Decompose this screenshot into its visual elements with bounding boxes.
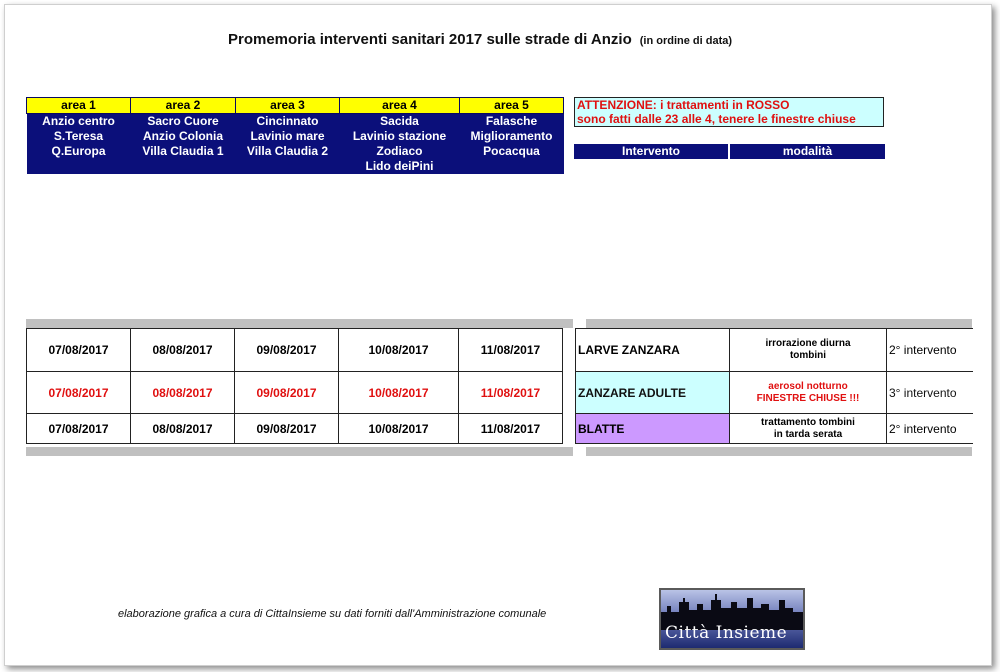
date-cell: 07/08/2017: [27, 372, 131, 414]
area-cell: Anzio centro: [27, 114, 131, 130]
title-text: Promemoria interventi sanitari 2017 sulle strade di Anzio: [228, 31, 632, 48]
schedule-table: [26, 328, 973, 444]
credit-text: elaborazione grafica a cura di CittaInsieme su dati forniti dall'Amministrazione comunale: [118, 608, 547, 620]
treatment-mode: [730, 414, 887, 444]
area-cell: Villa Claudia 2: [236, 144, 340, 159]
schedule-bottom-bar-right: [586, 447, 972, 456]
attention-box: [574, 97, 884, 127]
separator-cell: [563, 414, 576, 444]
date-cell: 09/08/2017: [235, 329, 339, 372]
areas-table: [26, 97, 564, 174]
date-cell: 10/08/2017: [339, 329, 459, 372]
area-cell: Villa Claudia 1: [131, 144, 236, 159]
schedule-row: [27, 372, 974, 414]
logo-text: Città Insieme: [665, 623, 788, 643]
date-cell: 09/08/2017: [235, 414, 339, 444]
mode-line: FINESTRE CHIUSE !!!: [756, 392, 860, 404]
treatment-mode: [730, 372, 887, 414]
date-cell: 08/08/2017: [131, 414, 235, 444]
area-cell: Lavinio mare: [236, 129, 340, 144]
intervention-number: 2° intervento: [887, 414, 974, 444]
date-cell: 11/08/2017: [459, 414, 563, 444]
date-cell: 08/08/2017: [131, 372, 235, 414]
legend-modalita: modalità: [730, 144, 885, 159]
treatment-type: BLATTE: [576, 414, 730, 444]
mode-line: in tarda serata: [773, 428, 843, 440]
area-cell: Lido deiPini: [340, 159, 460, 174]
area-cell: Anzio Colonia: [131, 129, 236, 144]
page-title: [228, 31, 732, 48]
mode-line: aerosol notturno: [768, 380, 848, 392]
area-cell: Q.Europa: [27, 144, 131, 159]
schedule-top-bar-left: [26, 319, 573, 328]
separator-cell: [563, 329, 576, 372]
intervention-number: 2° intervento: [887, 329, 974, 372]
area-cell: Pocacqua: [460, 144, 564, 159]
area-cell: [131, 159, 236, 174]
legend-intervento: Intervento: [574, 144, 730, 159]
area-cell: [27, 159, 131, 174]
subtitle-text: (in ordine di data): [639, 35, 733, 47]
area-cell: Sacro Cuore: [131, 114, 236, 130]
date-cell: 10/08/2017: [339, 372, 459, 414]
date-cell: 10/08/2017: [339, 414, 459, 444]
area-cell: Lavinio stazione: [340, 129, 460, 144]
mode-line: trattamento tombini: [761, 416, 855, 428]
area-header: area 4: [340, 98, 460, 114]
areas-header-row: [27, 98, 564, 114]
schedule-bottom-bar-left: [26, 447, 573, 456]
areas-row: [27, 159, 564, 174]
area-header: area 3: [236, 98, 340, 114]
attention-line-1: ATTENZIONE: i trattamenti in ROSSO: [577, 98, 790, 112]
date-cell: 07/08/2017: [27, 414, 131, 444]
area-header: area 1: [27, 98, 131, 114]
schedule-row: [27, 329, 974, 372]
date-cell: 11/08/2017: [459, 372, 563, 414]
attention-line-2: sono fatti dalle 23 alle 4, tenere le finestre chiuse: [577, 112, 856, 126]
separator-cell: [563, 372, 576, 414]
area-cell: Falasche: [460, 114, 564, 130]
area-cell: Zodiaco: [340, 144, 460, 159]
area-cell: Miglioramento: [460, 129, 564, 144]
cittainsieme-logo: [659, 588, 805, 650]
schedule-row: [27, 414, 974, 444]
areas-row: [27, 144, 564, 159]
date-cell: 11/08/2017: [459, 329, 563, 372]
legend-header: [574, 144, 885, 159]
treatment-mode: [730, 329, 887, 372]
intervention-number: 3° intervento: [887, 372, 974, 414]
area-header: area 2: [131, 98, 236, 114]
area-cell: Cincinnato: [236, 114, 340, 130]
treatment-type: LARVE ZANZARA: [576, 329, 730, 372]
schedule-top-bar-right: [586, 319, 972, 328]
areas-row: [27, 129, 564, 144]
area-header: area 5: [460, 98, 564, 114]
date-cell: 09/08/2017: [235, 372, 339, 414]
date-cell: 07/08/2017: [27, 329, 131, 372]
mode-line: tombini: [789, 350, 827, 361]
area-cell: [460, 159, 564, 174]
area-cell: [236, 159, 340, 174]
areas-row: [27, 114, 564, 130]
date-cell: 08/08/2017: [131, 329, 235, 372]
mode-line: irrorazione diurna: [765, 338, 851, 349]
area-cell: S.Teresa: [27, 129, 131, 144]
treatment-type: ZANZARE ADULTE: [576, 372, 730, 414]
area-cell: Sacida: [340, 114, 460, 130]
